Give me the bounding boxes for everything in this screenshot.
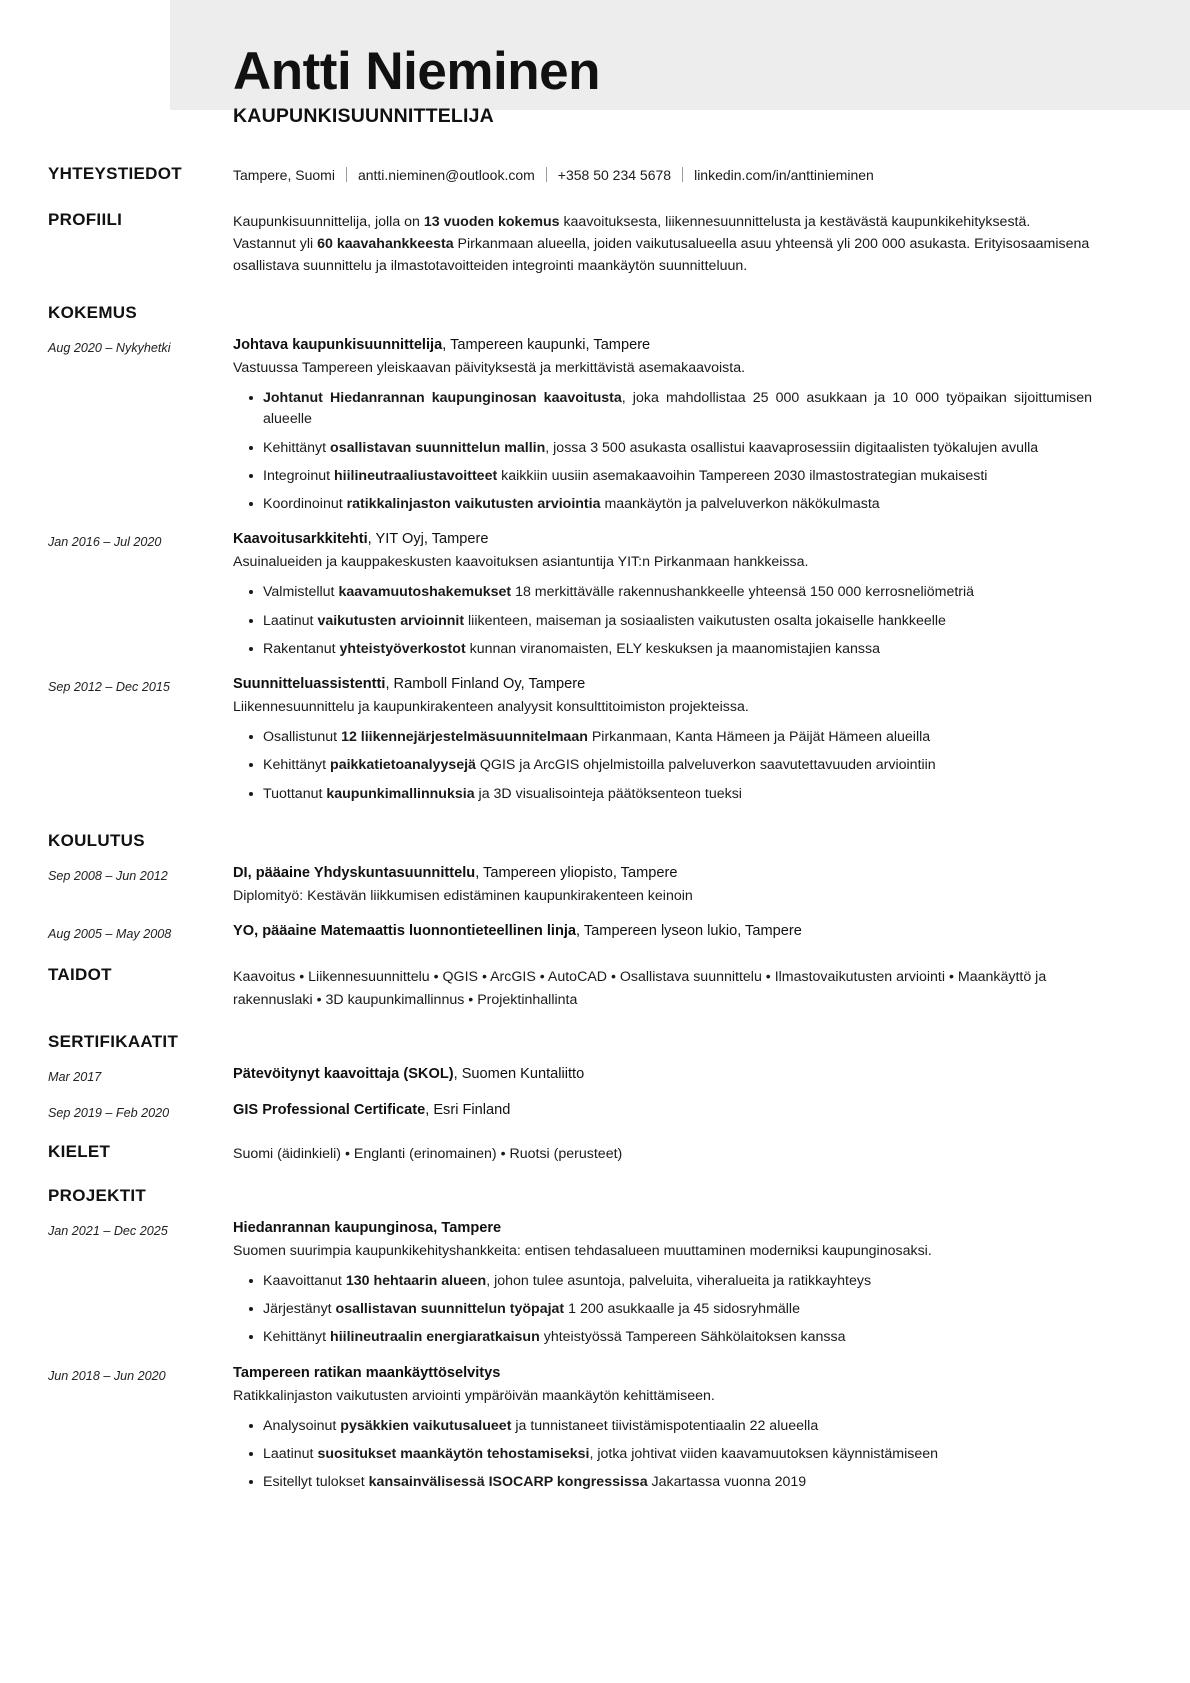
entry-date-col bbox=[48, 921, 233, 943]
list-item: Kaavoitus bbox=[233, 969, 296, 986]
skills-section bbox=[48, 965, 1094, 1011]
bullet-0-run-1: , joka mahdollistaa 25 000 asukkaan ja 10 000 työpaikan sijoittumisen alueelle bbox=[263, 390, 1092, 428]
list-item: Projektinhallinta bbox=[477, 991, 578, 1008]
entry-bullet bbox=[263, 611, 1094, 632]
entry-bullet-list bbox=[233, 582, 1094, 660]
entry-summary: Suomen suurimpia kaupunkikehityshankkeita: entisen tehdasalueen muuttaminen moderniksi kaupunginosaksi. bbox=[233, 1242, 932, 1259]
experience-entries bbox=[48, 335, 1094, 805]
list-item: Englanti (erinomainen) bbox=[353, 1146, 497, 1163]
entry-title-secondary: , Suomen Kuntaliitto bbox=[453, 1065, 585, 1082]
list-separator-icon: • bbox=[535, 969, 548, 986]
entry-bullet bbox=[263, 784, 1094, 805]
bullet-0-run-1: kaavamuutoshakemukset bbox=[338, 584, 512, 601]
bullet-0-run-1: 12 liikennejärjestelmäsuunnitelmaan bbox=[341, 729, 588, 746]
bullet-1-run-0: Laatinut bbox=[263, 1445, 318, 1462]
list-item: ArcGIS bbox=[490, 969, 536, 986]
bullet-1-run-0: Järjestänyt bbox=[263, 1301, 336, 1318]
resume-entry bbox=[48, 1218, 1094, 1349]
contact-location: Tampere, Suomi bbox=[233, 167, 335, 184]
entry-bullet-list bbox=[233, 1271, 1094, 1349]
certificates-section-heading: SERTIFIKAATIT bbox=[48, 1031, 179, 1051]
entry-body-col bbox=[233, 1363, 1094, 1494]
entry-date-range: Jan 2021 – Dec 2025 bbox=[48, 1223, 168, 1238]
experience-section-heading: KOKEMUS bbox=[48, 303, 137, 323]
contact-divider-icon bbox=[682, 167, 683, 182]
entry-bullet bbox=[263, 582, 1094, 603]
list-separator-icon: • bbox=[341, 1146, 354, 1163]
entry-title bbox=[233, 1363, 1094, 1385]
bullet-2-run-0: Integroinut bbox=[263, 467, 334, 484]
certificate-entries bbox=[48, 1064, 1094, 1123]
entry-date-col bbox=[48, 863, 233, 885]
bullet-0-run-0: Johtanut Hiedanrannan kaupunginosan kaavoitusta bbox=[263, 390, 622, 406]
list-separator-icon: • bbox=[496, 1146, 510, 1163]
bullet-1-run-0: Kehittänyt bbox=[263, 439, 331, 456]
entry-date-range: Sep 2019 – Feb 2020 bbox=[48, 1105, 170, 1120]
bullet-2-run-2: kunnan viranomaisten, ELY keskuksen ja maanomistajien kanssa bbox=[465, 640, 880, 657]
entry-title-primary: Suunnitteluassistentti bbox=[233, 676, 386, 693]
bullet-3-run-1: ratikkalinjaston vaikutusten arviointia bbox=[346, 496, 601, 513]
languages-section bbox=[48, 1142, 1094, 1166]
entry-body-col bbox=[233, 863, 1094, 907]
entry-title bbox=[233, 335, 1094, 357]
entry-summary: Vastuussa Tampereen yleiskaavan päivityksestä ja merkittävistä asemakaavoista. bbox=[233, 360, 746, 376]
profile-paragraph-run-1: 13 vuoden kokemus bbox=[423, 214, 560, 231]
bullet-0-run-1: 130 hehtaarin alueen bbox=[345, 1272, 487, 1289]
profile-label-col bbox=[48, 210, 233, 230]
bullet-2-run-2: kaikkiin uusiin asemakaavoihin Tampereen 2030 ilmastostrategian mukaisesti bbox=[497, 467, 988, 484]
bullet-1-run-1: osallistavan suunnittelun työpajat bbox=[335, 1301, 565, 1318]
skills-list bbox=[233, 966, 1094, 1011]
candidate-job-title: KAUPUNKISUUNNITTELIJA bbox=[233, 105, 494, 128]
bullet-1-run-0: Kehittänyt bbox=[263, 757, 331, 774]
entry-date-col bbox=[48, 674, 233, 696]
contact-label-col bbox=[48, 164, 233, 184]
bullet-1-run-0: Laatinut bbox=[263, 612, 318, 629]
entry-title-primary: Tampereen ratikan maankäyttöselvitys bbox=[233, 1364, 501, 1381]
entry-bullet-list bbox=[233, 1416, 1094, 1494]
entry-body-col bbox=[233, 674, 1094, 805]
list-separator-icon: • bbox=[295, 969, 309, 986]
entry-date-range: Jan 2016 – Jul 2020 bbox=[48, 535, 162, 550]
entry-body-col bbox=[233, 1100, 1094, 1122]
contact-section bbox=[48, 164, 1094, 186]
entry-summary: Asuinalueiden ja kauppakeskusten kaavoituksen asiantuntija YIT:n Pirkanmaan hankkeissa. bbox=[233, 554, 809, 571]
entry-bullet bbox=[263, 755, 1094, 776]
bullet-2-run-2: Jakartassa vuonna 2019 bbox=[647, 1474, 807, 1491]
bullet-2-run-1: hiilineutraalin energiaratkaisun bbox=[330, 1329, 540, 1346]
skills-section-heading: TAIDOT bbox=[48, 965, 112, 985]
entry-title-primary: GIS Professional Certificate bbox=[233, 1101, 426, 1118]
resume-entry bbox=[48, 921, 1094, 943]
project-entries bbox=[48, 1218, 1094, 1494]
contact-email[interactable]: antti.nieminen@outlook.com bbox=[357, 167, 535, 184]
bullet-1-run-2: 1 200 asukkaalle ja 45 sidosryhmälle bbox=[564, 1301, 800, 1318]
experience-heading-row bbox=[48, 303, 1094, 323]
list-item: Suomi (äidinkieli) bbox=[233, 1146, 342, 1163]
entry-title-primary: YO, pääaine Matemaattis luonnontieteellinen linja bbox=[233, 922, 577, 939]
entry-bullet bbox=[263, 1271, 1094, 1292]
entry-date-col bbox=[48, 1218, 233, 1240]
entry-title bbox=[233, 1064, 1094, 1086]
list-separator-icon: • bbox=[464, 991, 478, 1008]
entry-title-primary: Johtava kaupunkisuunnittelija bbox=[233, 337, 443, 354]
entry-summary: Diplomityö: Kestävän liikkumisen edistäminen kaupunkirakenteen keinoin bbox=[233, 887, 693, 904]
contact-phone[interactable]: +358 50 234 5678 bbox=[557, 167, 672, 184]
certificates-heading-row bbox=[48, 1032, 1094, 1052]
entry-bullet bbox=[263, 1472, 1094, 1493]
skills-label-col bbox=[48, 965, 233, 985]
contact-linkedin[interactable]: linkedin.com/in/anttinieminen bbox=[694, 167, 874, 184]
entry-title-primary: DI, pääaine Yhdyskuntasuunnittelu bbox=[233, 865, 476, 882]
list-item: Ilmastovaikutusten arviointi bbox=[774, 969, 946, 986]
resume-entry bbox=[48, 529, 1094, 660]
entry-body-col bbox=[233, 529, 1094, 660]
profile-body-col bbox=[233, 210, 1094, 277]
contact-section-heading: YHTEYSTIEDOT bbox=[48, 164, 182, 184]
entry-title bbox=[233, 1100, 1094, 1122]
candidate-name: Antti Nieminen bbox=[233, 42, 600, 101]
list-separator-icon: • bbox=[761, 969, 775, 986]
bullet-0-run-2: Pirkanmaan, Kanta Hämeen ja Päijät Hämeen alueilla bbox=[587, 729, 931, 746]
contact-divider-icon bbox=[546, 167, 547, 182]
profile-paragraph-run-2: kaavoituksesta, liikennesuunnittelusta ja kestävästä kaupunkikehityksestä. Vastannut yli bbox=[233, 214, 1031, 253]
bullet-1-run-2: , jossa 3 500 asukasta osallistui kaavaprosessiin digitaalisten työkalujen avulla bbox=[545, 439, 1039, 456]
education-entries bbox=[48, 863, 1094, 943]
entry-summary: Liikennesuunnittelu ja kaupunkirakenteen analyysit konsulttitoimiston projekteissa. bbox=[233, 699, 749, 716]
bullet-1-run-2: , jotka johtivat viiden kaavamuutoksen käynnistämiseen bbox=[589, 1445, 939, 1462]
education-heading-row bbox=[48, 831, 1094, 851]
bullet-2-run-2: ja 3D visualisointeja päätöksenteon tueksi bbox=[474, 785, 742, 802]
entry-date-range: Mar 2017 bbox=[48, 1069, 102, 1084]
bullet-0-run-0: Valmistellut bbox=[263, 584, 339, 601]
entry-title-secondary: , Tampereen yliopisto, Tampere bbox=[475, 865, 678, 882]
bullet-1-run-1: vaikutusten arvioinnit bbox=[317, 612, 465, 629]
entry-date-range: Jun 2018 – Jun 2020 bbox=[48, 1368, 166, 1383]
list-item: Maankäyttö ja rakennuslaki bbox=[233, 969, 1047, 1008]
entry-title-primary: Pätevöitynyt kaavoittaja (SKOL) bbox=[233, 1065, 454, 1082]
contact-line bbox=[233, 165, 1094, 186]
contact-divider-icon bbox=[346, 167, 347, 182]
list-separator-icon: • bbox=[945, 969, 958, 986]
contact-body-col bbox=[233, 164, 1094, 186]
bullet-1-run-1: paikkatietoanalyysejä bbox=[330, 757, 476, 774]
bullet-2-run-1: yhteistyöverkostot bbox=[339, 640, 466, 657]
bullet-0-run-1: pysäkkien vaikutusalueet bbox=[340, 1417, 512, 1434]
entry-bullet bbox=[263, 1444, 1094, 1465]
profile-paragraph-run-4: Pirkanmaan alueella, joiden vaikutusalueella asuu yhteensä yli 200 000 asukasta. Erityisosaamisena osallistava suunnittelu ja ilmastotavoitteiden integrointi maankäytön suunnitteluun. bbox=[233, 236, 1090, 275]
resume-entry bbox=[48, 335, 1094, 515]
list-item: Ruotsi (perusteet) bbox=[509, 1146, 623, 1163]
projects-section-heading: PROJEKTIT bbox=[48, 1185, 147, 1205]
bullet-2-run-0: Rakentanut bbox=[263, 640, 340, 657]
bullet-2-run-0: Esitellyt tulokset bbox=[263, 1474, 369, 1491]
entry-title-secondary: , Esri Finland bbox=[425, 1101, 511, 1118]
entry-date-col bbox=[48, 335, 233, 357]
education-label-col bbox=[48, 831, 233, 851]
entry-bullet bbox=[263, 727, 1094, 748]
bullet-2-run-0: Tuottanut bbox=[263, 785, 327, 802]
profile-paragraph bbox=[233, 211, 1094, 277]
entry-body-col bbox=[233, 921, 1094, 943]
entry-bullet bbox=[263, 388, 1094, 431]
entry-title-primary: Hiedanrannan kaupunginosa, Tampere bbox=[233, 1219, 502, 1236]
entry-date-range: Sep 2012 – Dec 2015 bbox=[48, 680, 170, 695]
resume-entry bbox=[48, 1100, 1094, 1122]
bullet-0-run-0: Analysoinut bbox=[263, 1417, 341, 1434]
entry-title bbox=[233, 674, 1094, 696]
list-separator-icon: • bbox=[429, 969, 443, 986]
list-item: QGIS bbox=[442, 969, 478, 986]
entry-bullet bbox=[263, 466, 1094, 487]
entry-title-secondary: , Tampereen kaupunki, Tampere bbox=[442, 337, 651, 354]
bullet-3-run-2: maankäytön ja palveluverkon näkökulmasta bbox=[600, 496, 880, 513]
resume-entry bbox=[48, 1363, 1094, 1494]
list-item: 3D kaupunkimallinnus bbox=[325, 991, 465, 1008]
bullet-3-run-0: Koordinoinut bbox=[263, 496, 347, 513]
entry-title bbox=[233, 863, 1094, 885]
entry-bullet bbox=[263, 1327, 1094, 1348]
bullet-0-run-0: Osallistunut bbox=[263, 729, 342, 746]
profile-section bbox=[48, 210, 1094, 277]
bullet-0-run-2: , johon tulee asuntoja, palveluita, viheralueita ja ratikkayhteys bbox=[486, 1272, 872, 1289]
languages-label-col bbox=[48, 1142, 233, 1162]
bullet-2-run-0: Kehittänyt bbox=[263, 1329, 331, 1346]
list-separator-icon: • bbox=[478, 969, 491, 986]
projects-heading-row bbox=[48, 1186, 1094, 1206]
bullet-2-run-1: kansainvälisessä ISOCARP kongressissa bbox=[368, 1474, 648, 1491]
profile-section-heading: PROFIILI bbox=[48, 210, 123, 230]
certificates-label-col bbox=[48, 1032, 233, 1052]
profile-paragraph-run-0: Kaupunkisuunnittelija, jolla on bbox=[233, 214, 424, 231]
entry-bullet bbox=[263, 438, 1094, 459]
entry-date-range: Aug 2020 – Nykyhetki bbox=[48, 341, 171, 356]
bullet-0-run-2: ja tunnistaneet tiivistämispotentiaalin 22 alueella bbox=[511, 1417, 819, 1434]
skills-body-col bbox=[233, 965, 1094, 1011]
entry-title bbox=[233, 529, 1094, 551]
list-separator-icon: • bbox=[312, 991, 326, 1008]
bullet-0-run-0: Kaavoittanut bbox=[263, 1272, 346, 1289]
resume-entry bbox=[48, 674, 1094, 805]
entry-title bbox=[233, 1218, 1094, 1240]
list-item: Liikennesuunnittelu bbox=[308, 969, 430, 986]
resume-entry bbox=[48, 863, 1094, 907]
entry-title-primary: Kaavoitusarkkitehti bbox=[233, 531, 368, 548]
entry-date-range: Sep 2008 – Jun 2012 bbox=[48, 869, 168, 884]
bullet-2-run-2: yhteistyössä Tampereen Sähkölaitoksen kanssa bbox=[539, 1329, 846, 1346]
bullet-1-run-2: QGIS ja ArcGIS ohjelmistoilla palveluverkon saavutettavuuden arviointiin bbox=[475, 757, 936, 774]
entry-body-col bbox=[233, 335, 1094, 515]
profile-paragraph-run-3: 60 kaavahankkeesta bbox=[317, 236, 454, 253]
entry-bullet-list bbox=[233, 388, 1094, 515]
entry-title-secondary: , Tampereen lyseon lukio, Tampere bbox=[576, 922, 802, 939]
entry-bullet bbox=[263, 1299, 1094, 1320]
resume-entry bbox=[48, 1064, 1094, 1086]
bullet-0-run-2: 18 merkittävälle rakennushankkeelle yhteensä 150 000 kerrosneliömetriä bbox=[511, 584, 975, 601]
entry-summary: Ratikkalinjaston vaikutusten arviointi ympäröivän maankäytön kehittämiseen. bbox=[233, 1387, 715, 1404]
bullet-2-run-1: kaupunkimallinnuksia bbox=[326, 785, 475, 802]
entry-date-col bbox=[48, 1363, 233, 1385]
entry-title bbox=[233, 921, 1094, 943]
entry-bullet bbox=[263, 1416, 1094, 1437]
entry-bullet bbox=[263, 639, 1094, 660]
entry-body-col bbox=[233, 1064, 1094, 1086]
entry-bullet-list bbox=[233, 727, 1094, 805]
entry-date-col bbox=[48, 1100, 233, 1122]
entry-title-secondary: , YIT Oyj, Tampere bbox=[367, 531, 489, 548]
list-item: AutoCAD bbox=[547, 969, 608, 986]
entry-title-secondary: , Ramboll Finland Oy, Tampere bbox=[385, 676, 586, 693]
bullet-1-run-1: osallistavan suunnittelun mallin bbox=[330, 439, 546, 456]
entry-date-col bbox=[48, 529, 233, 551]
entry-body-col bbox=[233, 1218, 1094, 1349]
bullet-2-run-1: hiilineutraaliustavoitteet bbox=[334, 467, 498, 484]
languages-section-heading: KIELET bbox=[48, 1142, 111, 1162]
projects-label-col bbox=[48, 1186, 233, 1206]
entry-date-col bbox=[48, 1064, 233, 1086]
bullet-1-run-2: liikenteen, maiseman ja sosiaalisten vaikutusten osalta jokaiselle hankkeelle bbox=[464, 612, 946, 629]
education-section-heading: KOULUTUS bbox=[48, 831, 145, 851]
resume-header bbox=[48, 0, 1094, 138]
list-item: Osallistava suunnittelu bbox=[619, 969, 762, 986]
experience-label-col bbox=[48, 303, 233, 323]
list-separator-icon: • bbox=[607, 969, 620, 986]
bullet-1-run-1: suositukset maankäytön tehostamiseksi bbox=[317, 1445, 590, 1462]
entry-bullet bbox=[263, 494, 1094, 515]
languages-body-col bbox=[233, 1142, 1094, 1166]
entry-date-range: Aug 2005 – May 2008 bbox=[48, 926, 172, 941]
languages-list bbox=[233, 1143, 1094, 1166]
